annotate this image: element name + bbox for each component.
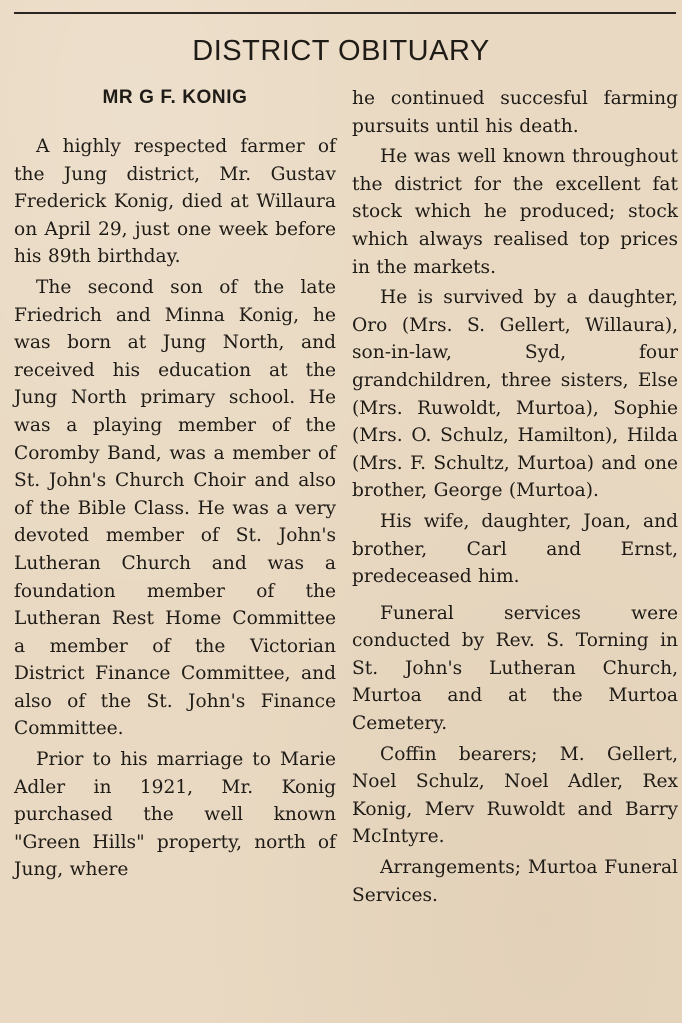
right-column [352,85,678,909]
right-paragraph-2: He was well known throughout the district for the excellent fat stock which he produced; stock which always realised top prices in the markets. [352,146,678,278]
right-paragraph-5: Funeral services were conducted by Rev. S. Torning in St. John's Lutheran Church, Murtoa and at the Murtoa Cemetery. [352,602,678,735]
right-paragraph-4: His wife, daughter, Joan, and brother, Carl and Ernst, predeceased him. [352,510,678,588]
right-paragraph-7: Arrangements; Murtoa Funeral Services. [352,857,678,906]
right-paragraph-3: He is survived by a daughter, Oro (Mrs. S. Gellert, Willaura), son-in-law, Syd, four grandchildren, three sisters, Else (Mrs. Ruwoldt, Murtoa), Sophie (Mrs. O. Schulz, Hamilton), Hilda (Mrs. F. Schultz, Murtoa) and one brother, George (Murtoa). [352,287,678,502]
right-paragraph-6: Coffin bearers; M. Gellert, Noel Schulz, Noel Adler, Rex Konig, Merv Ruwoldt and Barry McIntyre. [352,743,678,848]
left-column [14,133,336,884]
top-rule [14,12,676,14]
left-paragraph-1: A highly respected farmer of the Jung district, Mr. Gustav Frederick Konig, died at Willaura on April 29, just one week before his 89th birthday. [14,136,336,268]
left-paragraph-3: Prior to his marriage to Marie Adler in 1921, Mr. Konig purchased the well known "Green Hills" property, north of Jung, where [14,749,336,881]
left-paragraph-2: The second son of the late Friedrich and Minna Konig, he was born at Jung North, and received his education at the Jung North primary school. He was a playing member of the Coromby Band, was a member of St. John's Church Choir and also of the Bible Class. He was a very devoted member of St. John's Lutheran Church and was a foundation member of the Lutheran Rest Home Committee a member of the Victorian District Finance Committee, and also of the St. John's Finance Committee. [14,276,336,740]
page-title: DISTRICT OBITUARY [192,35,490,67]
right-paragraph-1: he continued succesful farming pursuits until his death. [352,88,678,137]
article-subheadline: MR G F. KONIG [102,87,248,108]
